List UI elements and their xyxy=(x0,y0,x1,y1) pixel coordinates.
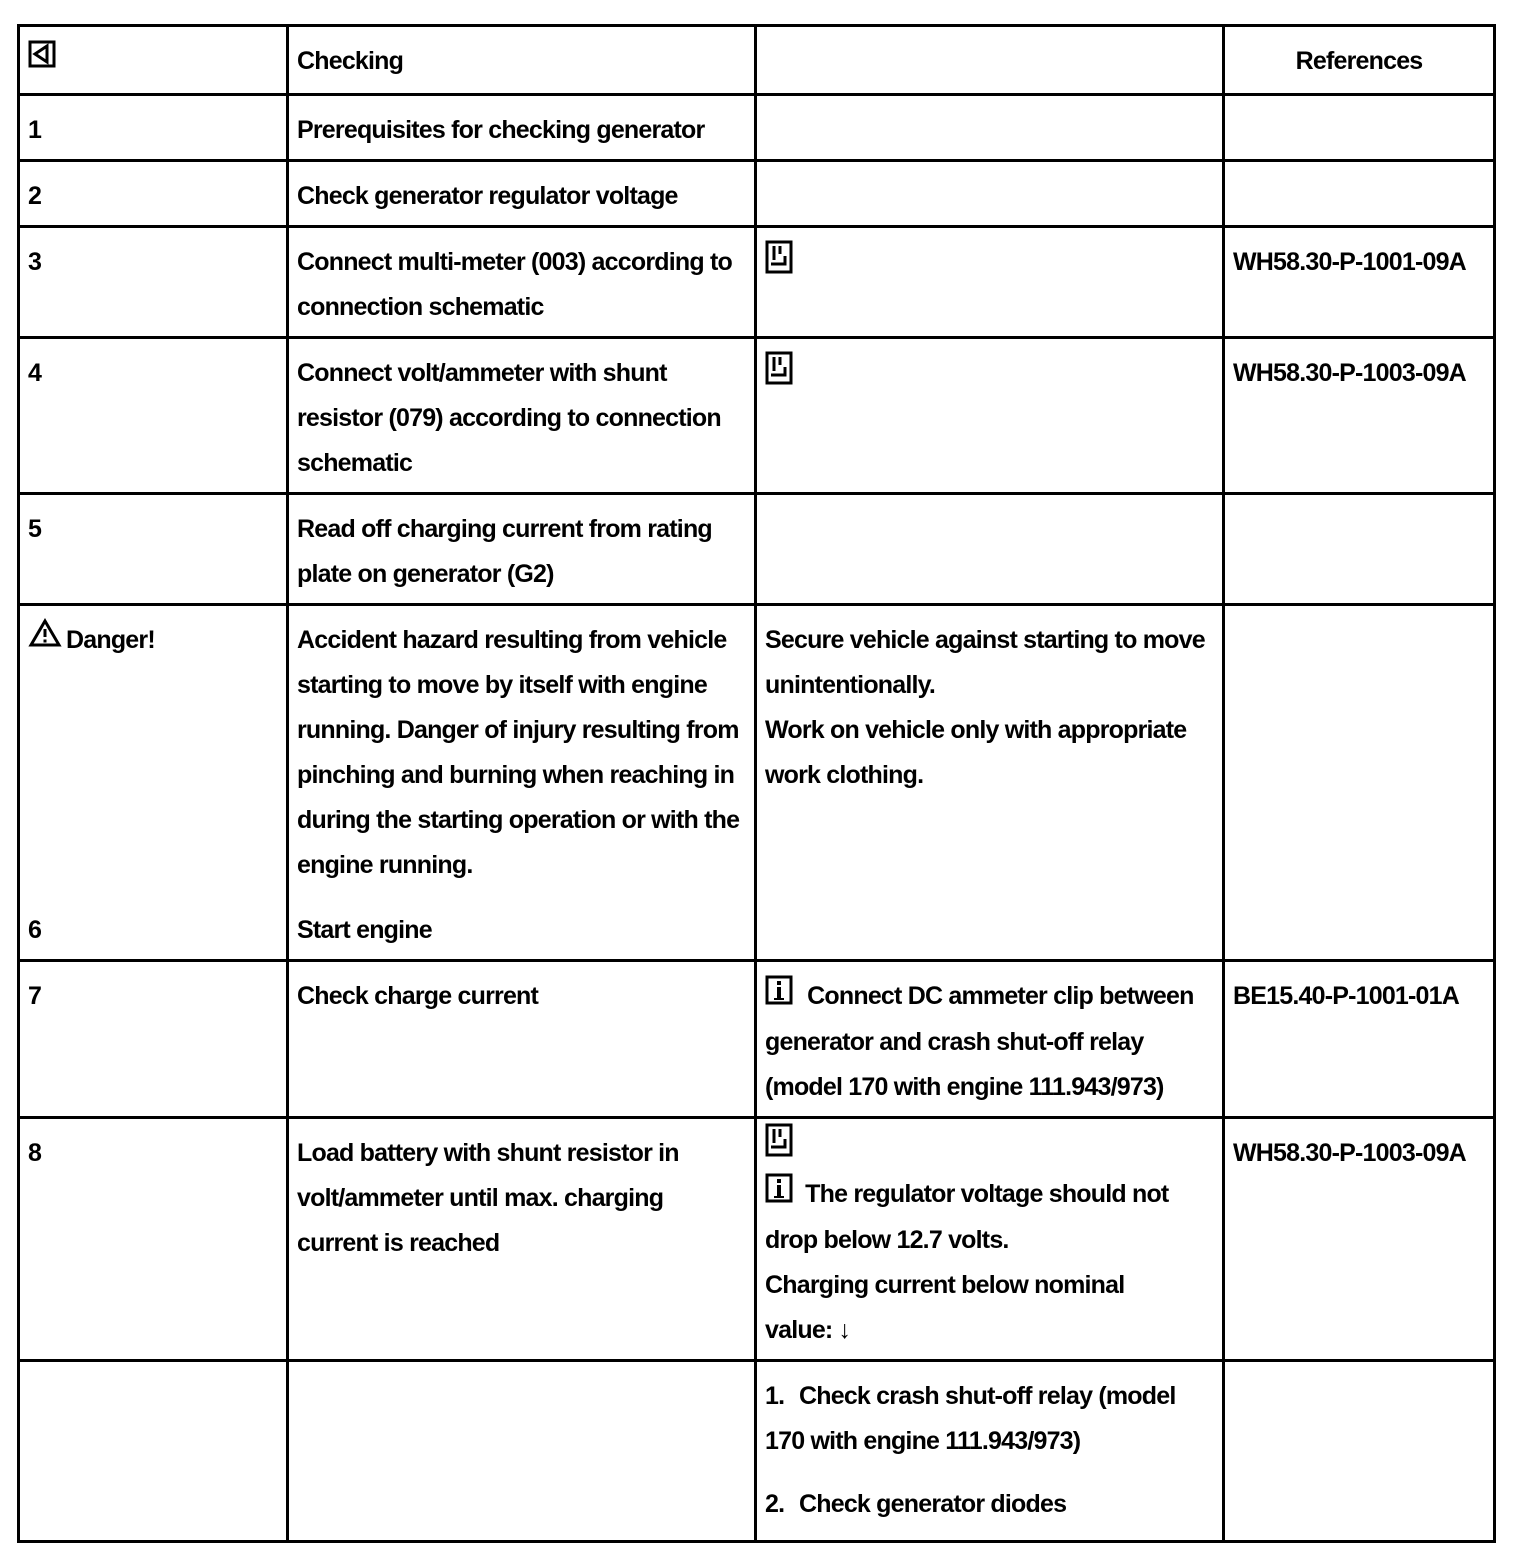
step-reference[interactable]: WH58.30-P-1003-09A xyxy=(1224,1118,1495,1361)
charging-below-line xyxy=(765,1263,1214,1353)
schematic-icon[interactable] xyxy=(765,351,793,400)
table-row xyxy=(19,227,1495,338)
step-checking: Connect volt/ammeter with shunt resistor (079) according to connection schematic xyxy=(288,338,756,494)
step-number: 4 xyxy=(19,338,288,494)
step-checking: Prerequisites for checking generator xyxy=(288,95,756,161)
schematic-icon[interactable] xyxy=(765,240,793,289)
step-checking: Load battery with shunt resistor in volt/ammeter until max. charging current is reached xyxy=(288,1118,756,1361)
step-checking: Connect multi-meter (003) according to connection schematic xyxy=(288,227,756,338)
step-notes xyxy=(756,95,1224,161)
info-note: The regulator voltage should not drop below 12.7 volts. xyxy=(765,1180,1169,1254)
step-reference[interactable]: WH58.30-P-1003-09A xyxy=(1224,338,1495,494)
step-notes xyxy=(756,1360,1224,1541)
table-row xyxy=(19,494,1495,605)
table-header-row xyxy=(19,26,1495,95)
step-notes xyxy=(756,1118,1224,1361)
info-icon[interactable] xyxy=(765,975,793,1020)
step-number: 3 xyxy=(19,227,288,338)
danger-measures-cell xyxy=(756,605,1224,961)
info-icon[interactable] xyxy=(765,1173,793,1218)
step-reference xyxy=(1224,161,1495,227)
header-cell-nav xyxy=(19,26,288,95)
danger-hazard-text: Accident hazard resulting from vehicle starting to move by itself with engine running. Danger of injury resulting from pinching and burning when reaching in during the starting operation or with the engine running. xyxy=(297,626,740,879)
list-item-text: Check generator diodes xyxy=(799,1489,1067,1518)
down-arrow-icon[interactable]: ↓ xyxy=(838,1315,851,1344)
danger-label: Danger! xyxy=(66,626,155,654)
header-references: References xyxy=(1224,26,1495,95)
table-row xyxy=(19,161,1495,227)
list-item[interactable] xyxy=(765,1374,1214,1464)
charging-below-text: Charging current below nominal value: xyxy=(765,1270,1125,1344)
step-notes xyxy=(756,961,1224,1118)
table-row xyxy=(19,338,1495,494)
step-checking xyxy=(288,1360,756,1541)
table-row-danger xyxy=(19,605,1495,961)
list-item-number: 2. xyxy=(765,1489,785,1518)
step-number xyxy=(19,1360,288,1541)
danger-measure: Secure vehicle against starting to move unintentionally. xyxy=(765,626,1205,699)
step-reference[interactable]: WH58.30-P-1001-09A xyxy=(1224,227,1495,338)
step-reference xyxy=(1224,605,1495,961)
step-notes xyxy=(756,161,1224,227)
checking-table xyxy=(17,24,1496,1543)
step-notes xyxy=(756,494,1224,605)
header-empty xyxy=(756,26,1224,95)
warning-triangle-icon xyxy=(28,618,62,663)
table-row xyxy=(19,95,1495,161)
table-row xyxy=(19,1118,1495,1361)
step-number: 1 xyxy=(19,95,288,161)
danger-hazard-cell xyxy=(288,605,756,961)
step-reference[interactable]: BE15.40-P-1001-01A xyxy=(1224,961,1495,1118)
danger-measure: Work on vehicle only with appropriate work clothing. xyxy=(765,716,1187,789)
step-number: 5 xyxy=(19,494,288,605)
header-checking: Checking xyxy=(288,26,756,95)
schematic-icon-line xyxy=(765,1123,1214,1172)
list-item[interactable] xyxy=(765,1482,1214,1527)
step-number: 6 xyxy=(28,916,42,944)
step-number: 8 xyxy=(19,1118,288,1361)
step-checking: Check charge current xyxy=(288,961,756,1118)
step-reference xyxy=(1224,1360,1495,1541)
step-number: 2 xyxy=(19,161,288,227)
danger-cell xyxy=(19,605,288,961)
step-reference xyxy=(1224,95,1495,161)
step-number: 7 xyxy=(19,961,288,1118)
danger-label-group xyxy=(28,618,155,663)
step-notes xyxy=(756,338,1224,494)
info-note: Connect DC ammeter clip between generator and crash shut-off relay (model 170 with engine 111.943/973) xyxy=(765,982,1194,1101)
list-item-text: Check crash shut-off relay (model 170 with engine 111.943/973) xyxy=(765,1381,1176,1455)
step-checking: Check generator regulator voltage xyxy=(288,161,756,227)
back-arrow-icon[interactable] xyxy=(28,38,56,83)
table-row xyxy=(19,961,1495,1118)
info-note-line xyxy=(765,1172,1214,1263)
step-checking: Start engine xyxy=(297,916,432,944)
step-reference xyxy=(1224,494,1495,605)
step-notes xyxy=(756,227,1224,338)
schematic-icon[interactable] xyxy=(765,1123,793,1172)
table-row xyxy=(19,1360,1495,1541)
step-checking: Read off charging current from rating plate on generator (G2) xyxy=(288,494,756,605)
list-item-number: 1. xyxy=(765,1381,785,1410)
